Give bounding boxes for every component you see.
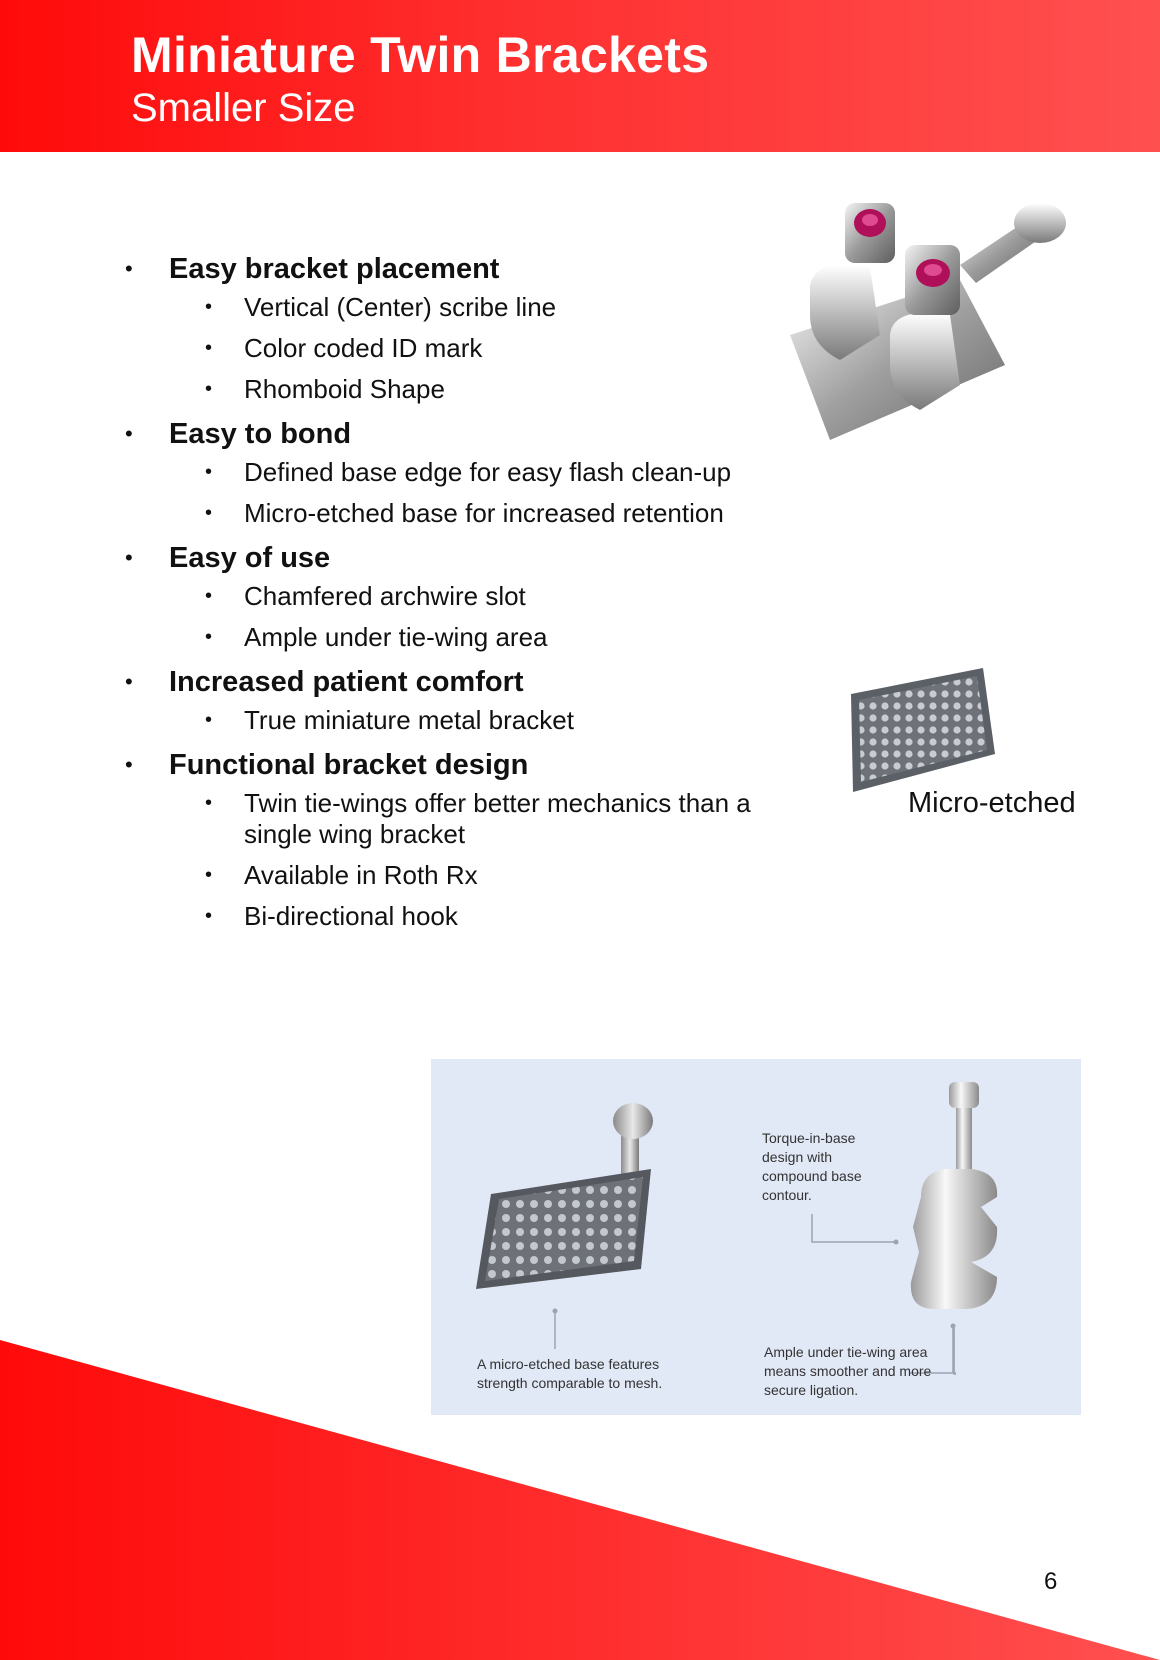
feature-item: • Micro-etched base for increased retention xyxy=(125,498,805,529)
feature-section xyxy=(125,746,805,932)
micro-etched-base-photo xyxy=(843,664,1003,804)
feature-title: • Easy of use xyxy=(125,539,805,577)
bracket-photo-main xyxy=(770,185,1090,465)
feature-title: • Functional bracket design xyxy=(125,746,805,784)
header-banner xyxy=(0,0,1160,152)
base-note: A micro-etched base features strength comparable to mesh. xyxy=(477,1356,663,1391)
feature-item: • True miniature metal bracket xyxy=(125,705,805,736)
feature-title: • Easy to bond xyxy=(125,415,805,453)
feature-item: • Chamfered archwire slot xyxy=(125,581,805,612)
feature-list xyxy=(125,250,805,942)
tiewing-note: Ample under tie-wing area means smoother and more secure ligation. xyxy=(764,1344,932,1398)
feature-item: • Ample under tie-wing area xyxy=(125,622,805,653)
feature-title: • Increased patient comfort xyxy=(125,663,805,701)
feature-item: • Available in Roth Rx xyxy=(125,860,805,891)
feature-diagram-panel xyxy=(431,1059,1081,1415)
feature-item: • Defined base edge for easy flash clean-up xyxy=(125,457,805,488)
page-number: 6 xyxy=(1044,1568,1058,1595)
feature-item: • Twin tie-wings offer better mechanics than a single wing bracket xyxy=(125,788,805,850)
feature-section xyxy=(125,663,805,736)
torque-note: Torque-in-base design with compound base contour. xyxy=(762,1130,862,1203)
feature-item: • Vertical (Center) scribe line xyxy=(125,292,805,323)
micro-etched-label: Micro-etched xyxy=(908,787,1076,819)
page-subtitle: Smaller Size xyxy=(131,86,356,130)
feature-title: • Easy bracket placement xyxy=(125,250,805,288)
feature-item: • Color coded ID mark xyxy=(125,333,805,364)
feature-section xyxy=(125,415,805,529)
feature-item: • Bi-directional hook xyxy=(125,901,805,932)
page-title: Miniature Twin Brackets xyxy=(131,27,710,83)
feature-section xyxy=(125,539,805,653)
feature-section xyxy=(125,250,805,405)
feature-item: • Rhomboid Shape xyxy=(125,374,805,405)
